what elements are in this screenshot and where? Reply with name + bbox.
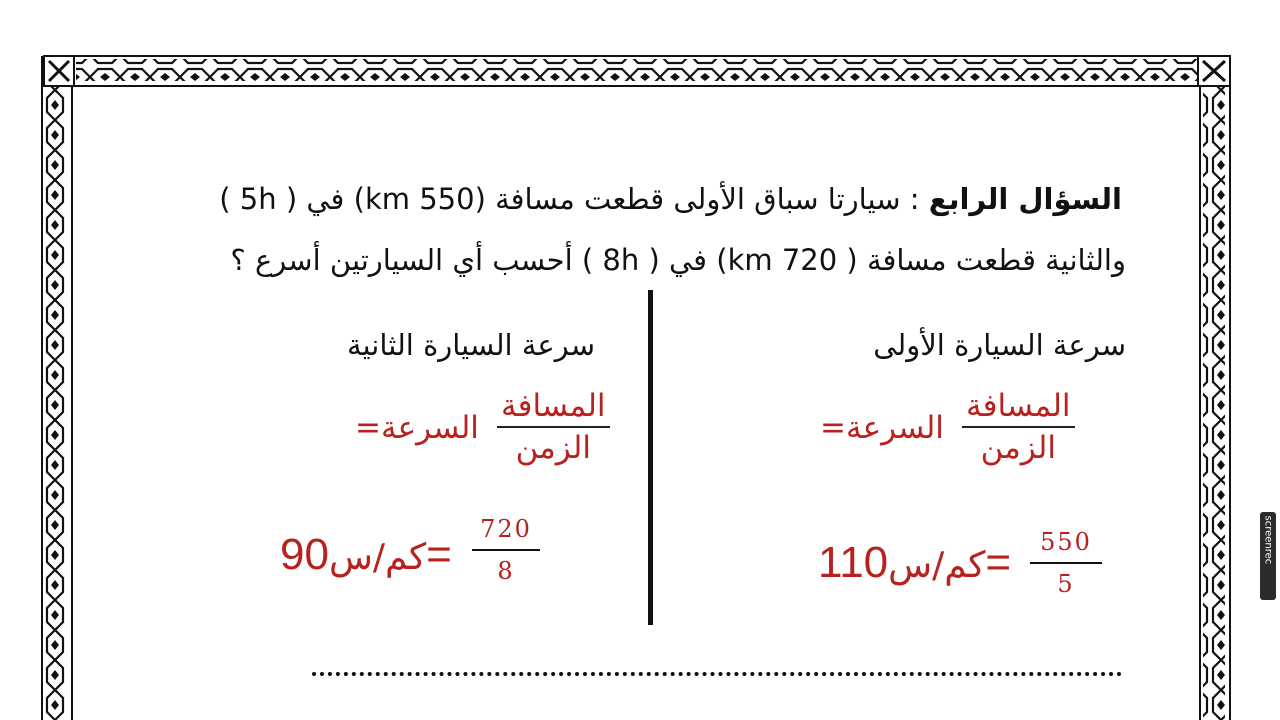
formula-denominator: الزمن bbox=[980, 430, 1056, 466]
fraction-bar bbox=[497, 426, 610, 428]
formula-speed-word: السرعة= bbox=[820, 410, 944, 446]
fraction-bar bbox=[472, 549, 540, 551]
first-car-heading: سرعة السيارة الأولى bbox=[873, 328, 1126, 362]
calc-numerator: 720 bbox=[480, 515, 532, 543]
result-equals: = bbox=[985, 538, 1012, 587]
calc-denominator: 5 bbox=[1057, 570, 1075, 598]
answer-dotted-line bbox=[312, 672, 1122, 676]
question-line-1-text: : سيارتا سباق الأولى قطعت مسافة (550 km) في ( 5h ) bbox=[219, 182, 920, 216]
formula-numerator: المسافة bbox=[966, 388, 1071, 424]
result-unit: كم/س bbox=[328, 537, 427, 578]
result-equals: = bbox=[426, 530, 452, 579]
fraction-bar bbox=[962, 426, 1075, 428]
question-line-2: والثانية قطعت مسافة ( 720 km) في ( 8h ) أحسب أي السيارتين أسرع ؟ bbox=[230, 243, 1126, 277]
column-divider bbox=[648, 290, 653, 625]
first-car-result bbox=[818, 538, 1011, 588]
formula-numerator: المسافة bbox=[501, 388, 606, 424]
formula-speed-word: السرعة= bbox=[355, 410, 479, 446]
second-car-result bbox=[280, 530, 452, 580]
second-car-formula bbox=[355, 388, 615, 468]
result-value: 90 bbox=[280, 530, 329, 579]
question-line-1 bbox=[219, 182, 1122, 216]
result-value: 110 bbox=[818, 538, 889, 587]
calc-numerator: 550 bbox=[1040, 528, 1092, 556]
first-car-calc-fraction bbox=[1030, 528, 1102, 598]
second-car-calc-fraction bbox=[472, 515, 540, 585]
fraction-bar bbox=[1030, 562, 1102, 564]
second-car-heading: سرعة السيارة الثانية bbox=[347, 328, 595, 362]
calc-denominator: 8 bbox=[497, 557, 515, 585]
question-label: السؤال الرابع bbox=[928, 182, 1122, 216]
screenrec-label: screenrec bbox=[1262, 515, 1274, 565]
second-car-formula-fraction bbox=[497, 388, 610, 466]
result-unit: كم/س bbox=[888, 545, 986, 586]
screenrec-badge[interactable] bbox=[1260, 512, 1276, 600]
first-car-formula bbox=[820, 388, 1080, 468]
formula-denominator: الزمن bbox=[515, 430, 591, 466]
first-car-formula-fraction bbox=[962, 388, 1075, 466]
